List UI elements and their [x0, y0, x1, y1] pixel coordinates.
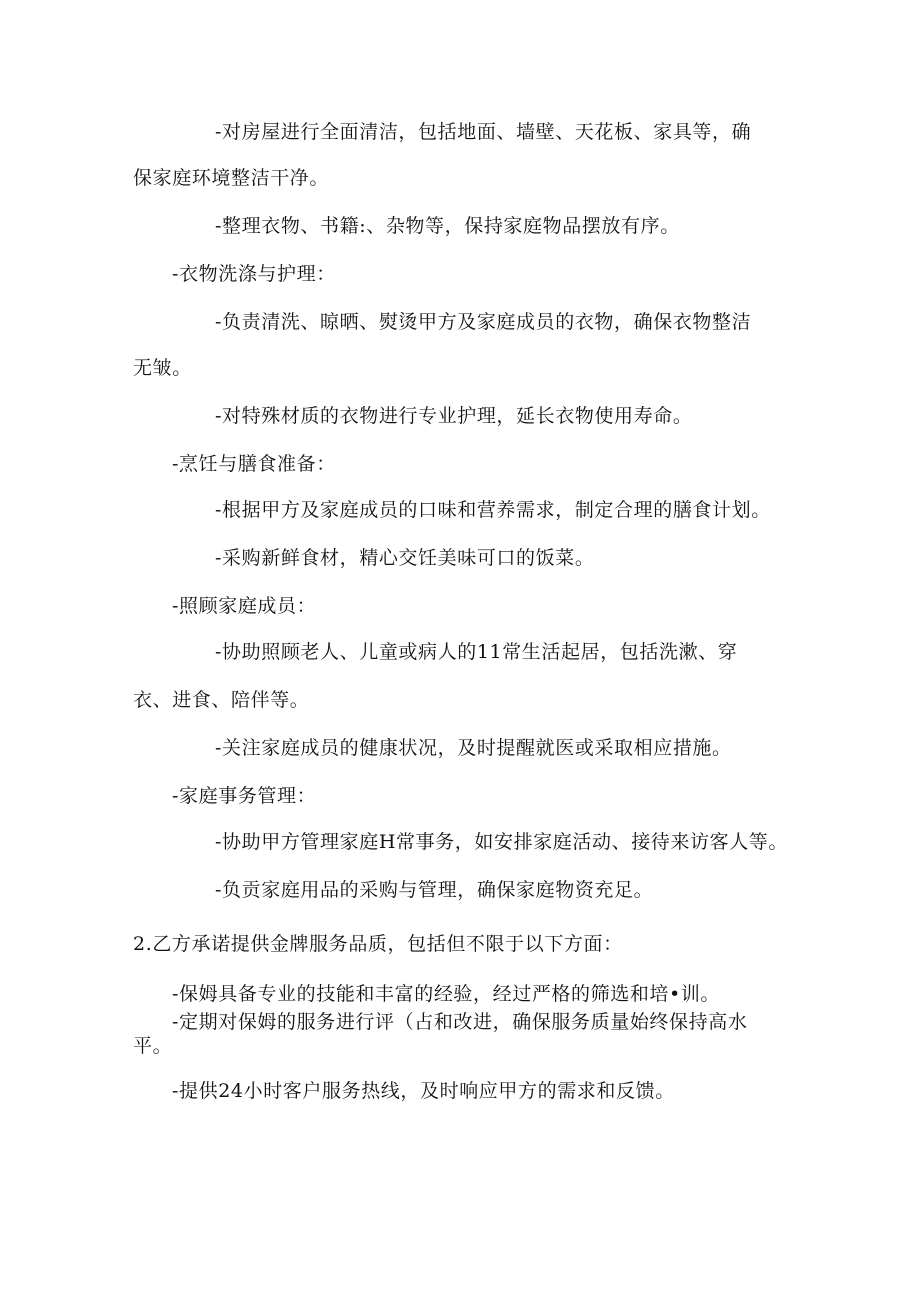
section-heading: -照顾家庭成员：	[172, 595, 317, 617]
text-line: -对特殊材质的衣物进行专业护理，延长衣物使用寿命。	[215, 405, 693, 427]
text-line: -保姆具备专业的技能和丰富的经验，经过严格的筛选和培•训。	[172, 983, 721, 1005]
text-line: -协助照顾老人、儿童或病人的11常生活起居，包括洗漱、穿	[215, 641, 738, 663]
text-line: -对房屋进行全面清洁，包括地面、墙壁、天花板、家具等，确	[215, 121, 752, 143]
text-line: -整理衣物、书籍:、杂物等，保持家庭物品摆放有序。	[215, 215, 680, 237]
text-line: -负责清洗、晾晒、熨烫甲方及家庭成员的衣物，确保衣物整洁	[215, 311, 752, 333]
text-line: -定期对保姆的服务进行评（占和改进，确保服务质量始终保持高水	[172, 1011, 748, 1033]
text-line: 保家庭环境整洁干净。	[133, 167, 330, 189]
section-heading: -家庭事务管理：	[172, 785, 317, 807]
text-line: -根据甲方及家庭成员的口味和营养需求，制定合理的膳食计划。	[215, 499, 771, 521]
text-line: -协助甲方管理家庭H常事务，如安排家庭活动、接待来访客人等。	[215, 831, 788, 853]
numbered-clause: 2.乙方承诺提供金牌服务品质，包括但不限于以下方面：	[133, 933, 623, 955]
text-line: 衣、进食、陪伴等。	[133, 689, 310, 711]
text-line: -负贡家庭用品的采购与管理，确保家庭物资充足。	[215, 879, 654, 901]
text-line: -提供24小时客户服务热线，及时响应甲方的需求和反馈。	[172, 1080, 675, 1102]
section-heading: -烹饪与膳食准备：	[172, 453, 336, 475]
text-line: -关注家庭成员的健康状况，及时提醒就医或采取相应措施。	[215, 737, 732, 759]
text-line: 平。	[133, 1035, 173, 1057]
text-line: 无皱。	[133, 357, 192, 379]
section-heading: -衣物洗涤与护理：	[172, 263, 336, 285]
text-line: -采购新鲜食材，精心交饪美味可口的饭菜。	[215, 547, 595, 569]
